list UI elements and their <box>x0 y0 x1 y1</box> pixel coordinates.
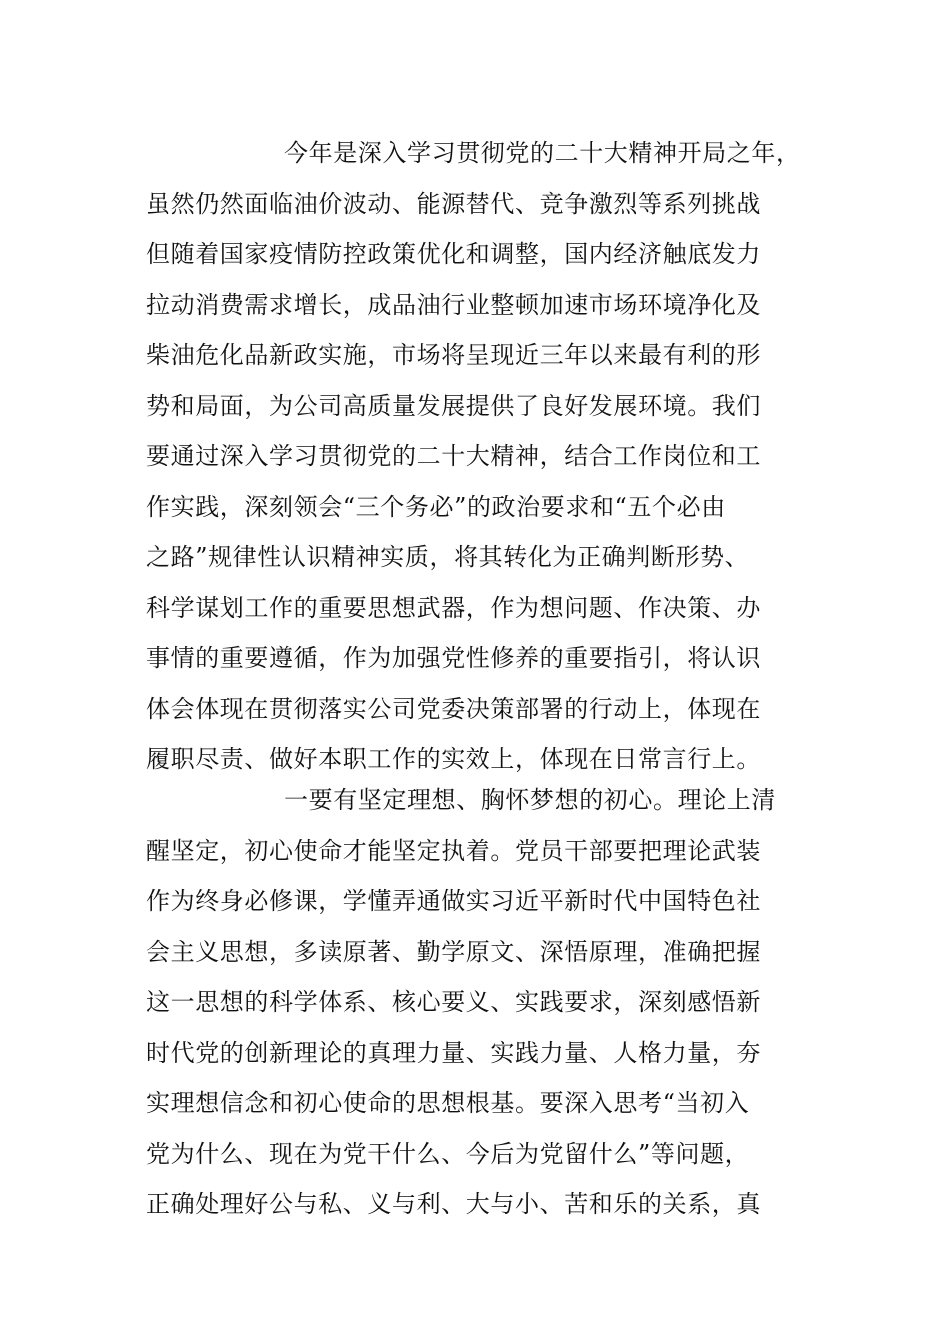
paragraph-line: 实理想信念和初心使命的思想根基。要深入思考“当初入 <box>146 1089 750 1117</box>
paragraph-line: 作实践，深刻领会“三个务必”的政治要求和“五个必由 <box>146 492 726 521</box>
paragraph-line: 时代党的创新理论的真理力量、实践力量、人格力量，夯 <box>146 1038 761 1067</box>
paragraph-line: 作为终身必修课，学懂弄通做实习近平新时代中国特色社 <box>146 887 761 915</box>
paragraph-line: 体会体现在贯彻落实公司党委决策部署的行动上，体现在 <box>146 694 761 723</box>
paragraph-line: 势和局面，为公司高质量发展提供了良好发展环境。我们 <box>146 391 761 420</box>
paragraph-line: 醒坚定，初心使命才能坚定执着。党员干部要把理论武装 <box>146 836 761 865</box>
paragraph-line: 一要有坚定理想、胸怀梦想的初心。理论上清 <box>284 786 776 814</box>
paragraph-line: 要通过深入学习贯彻党的二十大精神，结合工作岗位和工 <box>146 442 761 470</box>
paragraph-line: 拉动消费需求增长，成品油行业整顿加速市场环境净化及 <box>146 290 761 319</box>
paragraph-first-point <box>146 775 816 1230</box>
paragraph-line: 今年是深入学习贯彻党的二十大精神开局之年， <box>284 139 801 167</box>
paragraph-line: 正确处理好公与私、义与利、大与小、苦和乐的关系，真 <box>146 1190 761 1218</box>
paragraph-intro <box>146 128 816 785</box>
paragraph-line: 但随着国家疫情防控政策优化和调整，国内经济触底发力 <box>146 240 761 268</box>
paragraph-line: 科学谋划工作的重要思想武器，作为想问题、作决策、办 <box>146 593 761 622</box>
paragraph-line: 会主义思想，多读原著、勤学原文、深悟原理，准确把握 <box>146 937 761 966</box>
paragraph-line: 虽然仍然面临油价波动、能源替代、竞争激烈等系列挑战 <box>146 189 761 218</box>
paragraph-line: 之路”规律性认识精神实质，将其转化为正确判断形势、 <box>146 543 750 571</box>
paragraph-line: 党为什么、现在为党干什么、今后为党留什么”等问题， <box>146 1139 750 1168</box>
paragraph-line: 这一思想的科学体系、核心要义、实践要求，深刻感悟新 <box>146 988 761 1016</box>
paragraph-line: 履职尽责、做好本职工作的实效上，体现在日常言行上。 <box>146 745 761 773</box>
paragraph-line: 事情的重要遵循，作为加强党性修养的重要指引，将认识 <box>146 644 761 672</box>
paragraph-line: 柴油危化品新政实施，市场将呈现近三年以来最有利的形 <box>146 341 761 369</box>
